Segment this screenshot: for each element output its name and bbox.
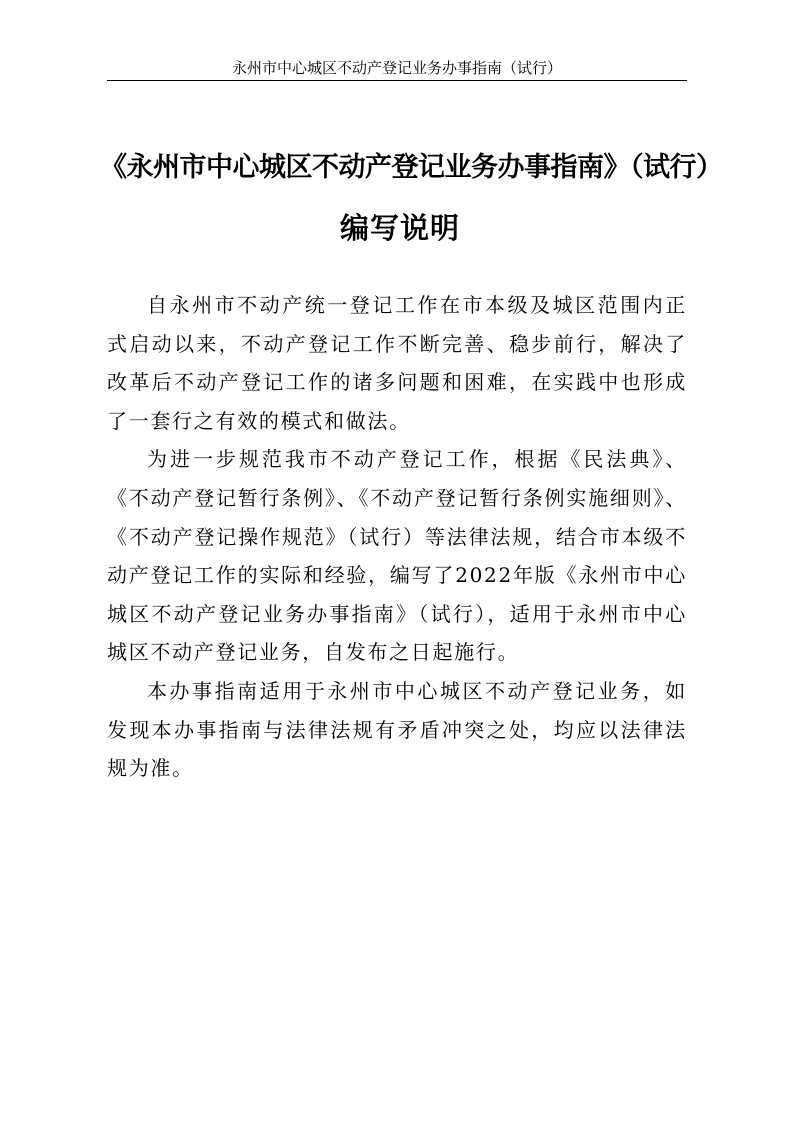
body-text <box>107 286 687 788</box>
document-subtitle: 编写说明 <box>339 211 460 245</box>
header-rule <box>107 80 687 81</box>
paragraph-2: 为进一步规范我市不动产登记工作，根据《民法典》、《不动产登记暂行条例》、《不动产登记暂行条例实施细则》、《不动产登记操作规范》（试行）等法律法规，结合市本级不动产登记工作的实际和经验，编写了2022年版《永州市中心城区不动产登记业务办事指南》（试行），适用于永州市中心城区不动产登记业务，自发布之日起施行。 <box>107 447 687 665</box>
document-title: 《永州市中心城区不动产登记业务办事指南》（试行） <box>100 152 723 183</box>
running-header: 永州市中心城区不动产登记业务办事指南（试行） <box>231 59 562 77</box>
paragraph-3: 本办事指南适用于永州市中心城区不动产登记业务，如发现本办事指南与法律法规有矛盾冲突之处，均应以法律法规为准。 <box>107 678 687 781</box>
paragraph-1: 自永州市不动产统一登记工作在市本级及城区范围内正式启动以来，不动产登记工作不断完善、稳步前行，解决了改革后不动产登记工作的诸多问题和困难，在实践中也形成了一套行之有效的模式和做法。 <box>107 293 687 433</box>
